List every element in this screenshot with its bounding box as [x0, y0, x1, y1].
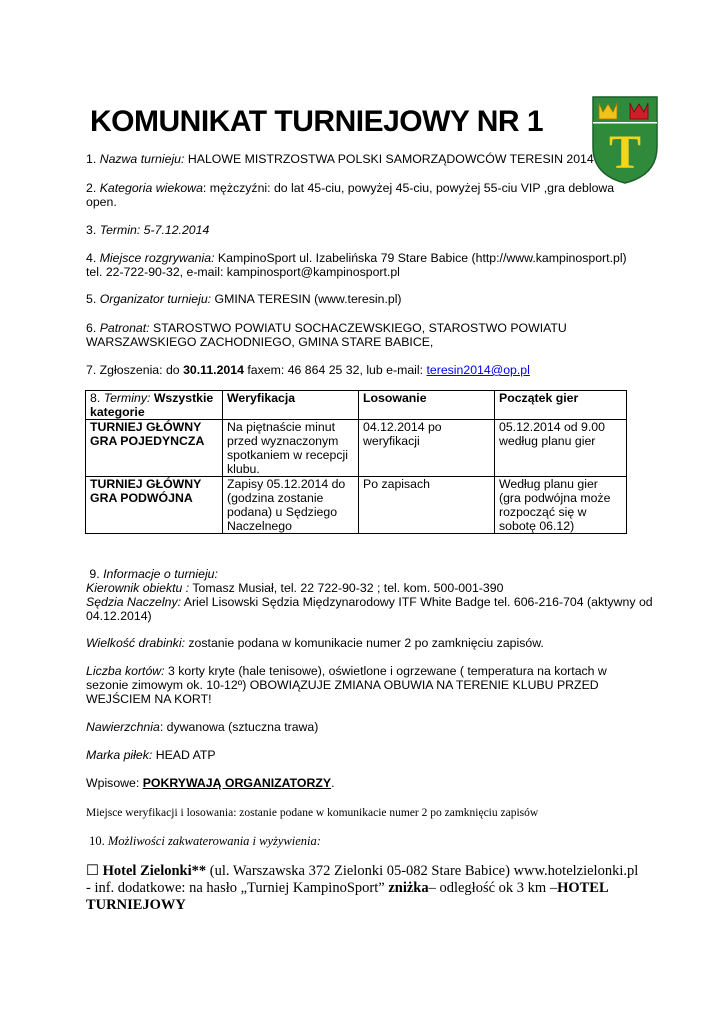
info-heading: 9. Informacje o turnieju:	[89, 567, 218, 581]
header-cell-losowanie: Losowanie	[359, 391, 495, 420]
zakwaterowanie-heading: 10. Możliwości zakwaterowania i wyżywienia:	[89, 834, 321, 848]
info-nawierzchnia: Nawierzchnia: dywanowa (sztuczna trawa)	[86, 720, 319, 734]
info-miejsce-weryfikacji: Miejsce weryfikacji i losowania: zostanie podane w komunikacie numer 2 po zamknięciu zapisów	[86, 807, 539, 819]
item-zgloszenia: 7. Zgłoszenia: do 30.11.2014 faxem: 46 864 25 32, lub e-mail: teresin2014@op.pl	[86, 363, 530, 377]
table-row: TURNIEJ GŁÓWNY GRA PODWÓJNA Zapisy 05.12.2014 do (godzina zostanie podana) u Sędziego Naczelnego Po zapisach Według planu gier (gra podwójna może rozpocząć się w sobotę 06.12)	[86, 477, 627, 534]
table-row: TURNIEJ GŁÓWNY GRA POJEDYNCZA Na piętnaście minut przed wyznaczonym spotkaniem w recepcji klubu. 04.12.2014 po weryfikacji 05.12.2014 od 9.00 według planu gier	[86, 420, 627, 477]
hotel-info: ☐ Hotel Zielonki** (ul. Warszawska 372 Zielonki 05-082 Stare Babice) www.hotelzielonki.pl - inf. dodatkowe: na hasło „Turniej KampinoSport” zniżka– odległość ok 3 km –HOTEL TURNIEJOWY	[86, 863, 639, 913]
info-pilki: Marka piłek: HEAD ATP	[86, 748, 216, 762]
info-sedzia: Sędzia Naczelny: Ariel Lisowski Sędzia Międzynarodowy ITF White Badge tel. 606-216-704 (aktywny od 04.12.2014)	[86, 595, 653, 623]
header-cell-kategorie: 8. Terminy: Wszystkie kategorie	[86, 391, 223, 420]
teresin-crest-logo	[590, 95, 660, 185]
page-title: KOMUNIKAT TURNIEJOWY NR 1	[90, 105, 544, 138]
item-kategoria: 2. Kategoria wiekowa: mężczyźni: do lat 45-ciu, powyżej 45-ciu, powyżej 55-ciu VIP ,gra deblowa open.	[86, 181, 615, 209]
item-nazwa: 1. Nazwa turnieju: HALOWE MISTRZOSTWA POLSKI SAMORZĄDOWCÓW TERESIN 2014	[86, 152, 594, 166]
table-header-row	[86, 391, 627, 420]
header-cell-poczatek: Początek gier	[495, 391, 627, 420]
crest-letter: T	[608, 126, 642, 179]
item-termin: 3. Termin: 5-7.12.2014	[86, 223, 210, 237]
info-kierownik: Kierownik obiektu : Tomasz Musiał, tel. 22 722-90-32 ; tel. kom. 500-001-390	[86, 581, 504, 595]
info-drabinka: Wielkość drabinki: zostanie podana w komunikacie numer 2 po zamknięciu zapisów.	[86, 636, 544, 650]
info-section	[86, 567, 656, 623]
email-link[interactable]: teresin2014@op.pl	[426, 363, 530, 377]
header-cell-weryfikacja: Weryfikacja	[223, 391, 359, 420]
info-wpisowe: Wpisowe: POKRYWAJĄ ORGANIZATORZY.	[86, 776, 335, 790]
schedule-table	[85, 390, 627, 534]
item-organizator: 5. Organizator turnieju: GMINA TERESIN (www.teresin.pl)	[86, 292, 402, 306]
checkbox-icon: ☐	[86, 863, 99, 879]
item-miejsce: 4. Miejsce rozgrywania: KampinoSport ul. Izabelińska 79 Stare Babice (http://www.kampinosport.pl) tel. 22-722-90-32, e-mail: kampinosport@kampinosport.pl	[86, 251, 627, 279]
info-korty: Liczba kortów: 3 korty kryte (hale tenisowe), oświetlone i ogrzewane ( temperatura na kortach w sezonie zimowym ok. 10-12º) OBOWIĄZUJE ZMIANA OBUWIA NA TERENIE KLUBU PRZED WEJŚCIEM NA KORT!	[86, 664, 607, 706]
item-patronat: 6. Patronat: STAROSTWO POWIATU SOCHACZEWSKIEGO, STAROSTWO POWIATU WARSZAWSKIEGO ZACHODNIEGO, GMINA STARE BABICE,	[86, 321, 567, 349]
